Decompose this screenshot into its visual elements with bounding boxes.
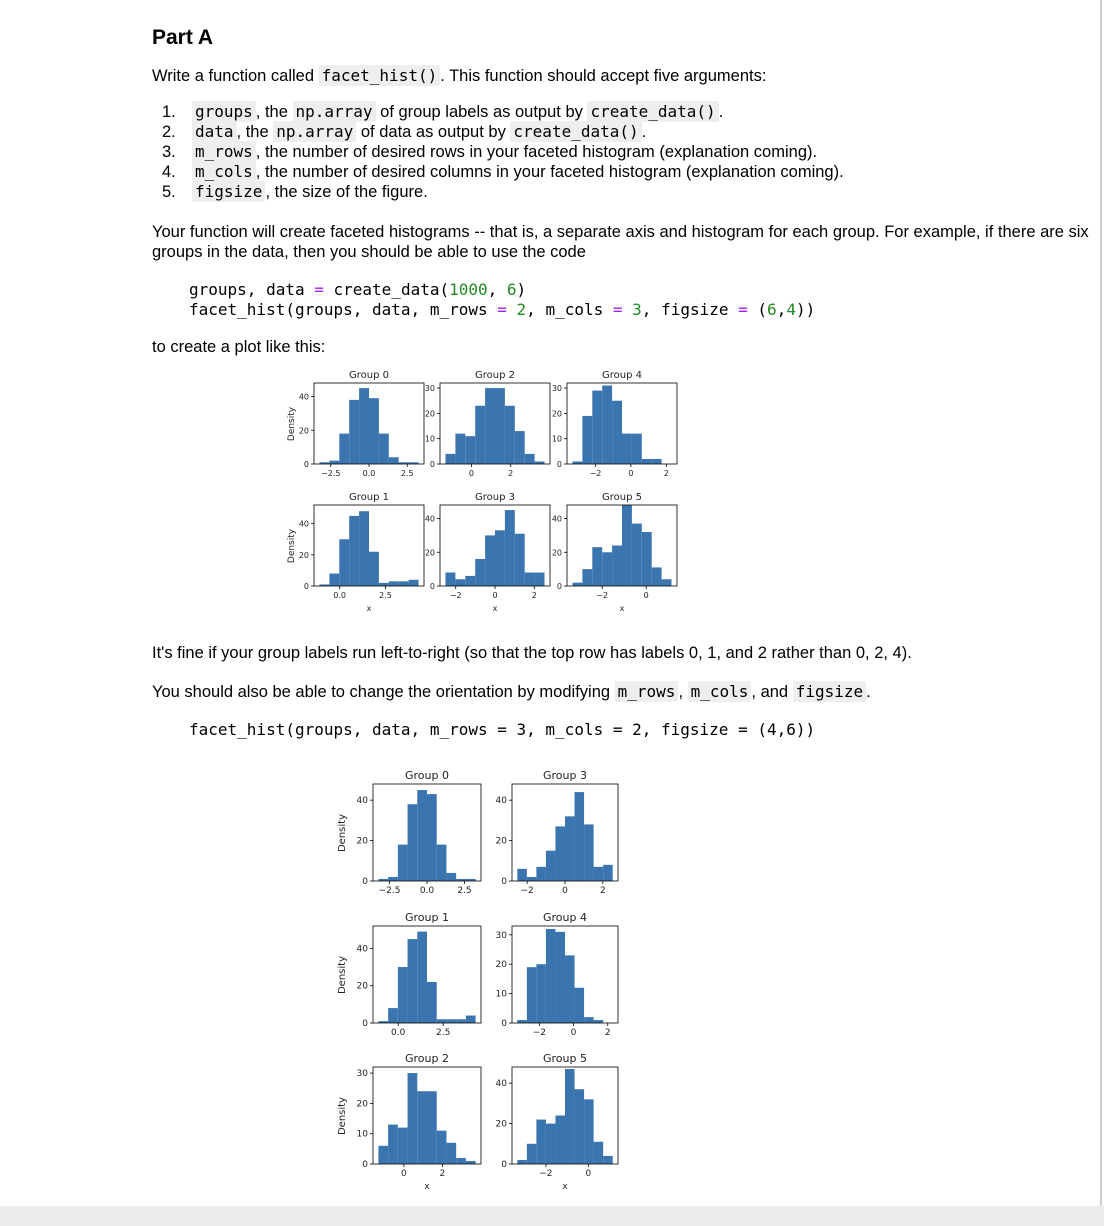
x-tick-label: 2.5 xyxy=(457,886,472,896)
histogram-bar xyxy=(565,1069,575,1164)
histogram-bar xyxy=(437,1131,447,1164)
x-tick-label: −2 xyxy=(539,1169,553,1179)
histogram-bar xyxy=(584,824,594,881)
y-tick-label: 20 xyxy=(495,960,507,971)
y-tick-label: 40 xyxy=(356,944,368,955)
code-block-example-2: facet_hist(groups, data, m_rows = 3, m_cols = 2, figsize = (4,6)) xyxy=(189,720,816,739)
histogram-bar xyxy=(466,1016,476,1023)
histogram-bar xyxy=(427,982,437,1023)
histogram-bar xyxy=(546,929,556,1023)
arg-text: , the number of desired columns in your faceted histogram (explanation coming). xyxy=(255,163,844,181)
histogram-bar xyxy=(378,1146,388,1164)
x-tick-label: 2 xyxy=(663,469,669,478)
arg-code: np.array xyxy=(273,121,356,142)
m-rows-code: m_rows xyxy=(615,681,679,702)
histogram-bar xyxy=(527,877,537,881)
y-tick-label: 10 xyxy=(495,989,507,1000)
histogram-bar xyxy=(584,1017,594,1023)
para3-sep: , xyxy=(678,683,688,701)
panel-title: Group 2 xyxy=(405,1052,449,1065)
x-tick-label: 2 xyxy=(531,591,537,600)
y-tick-label: 0 xyxy=(362,1019,368,1029)
x-tick-label: 2 xyxy=(599,886,606,896)
y-tick-label: 0 xyxy=(303,582,309,591)
y-tick-label: 0 xyxy=(501,1160,507,1170)
plot-intro-text: to create a plot like this: xyxy=(152,338,326,356)
panel-title: Group 4 xyxy=(543,911,587,924)
histogram-bar xyxy=(388,1125,398,1164)
histogram-bar xyxy=(565,816,575,881)
histogram-bar xyxy=(555,826,565,881)
y-tick-label: 40 xyxy=(495,796,507,807)
list-number: 5. xyxy=(162,183,176,201)
panel-title: Group 4 xyxy=(602,370,642,381)
x-tick-label: −2 xyxy=(589,469,602,478)
panel-title: Group 1 xyxy=(405,911,449,924)
histogram-bar xyxy=(575,1089,585,1164)
y-tick-label: 20 xyxy=(551,409,562,419)
arg-text: , the size of the figure. xyxy=(265,183,428,201)
y-tick-label: 40 xyxy=(298,519,309,529)
y-tick-label: 20 xyxy=(495,836,507,847)
histogram-panel xyxy=(357,911,481,1038)
y-axis-label: Density xyxy=(287,406,297,442)
histogram-bar xyxy=(417,1091,427,1164)
histogram-bar xyxy=(536,964,546,1023)
histogram-bar xyxy=(437,1019,447,1023)
paragraph-faceted: Your function will create faceted histograms -- that is, a separate axis and histogram for each group. For example, if there are six groups in the data, then you should be able to use the code xyxy=(152,223,1089,261)
arg-text: of group labels as output by xyxy=(375,103,588,121)
histogram-bar xyxy=(417,932,427,1023)
y-tick-label: 30 xyxy=(551,384,562,394)
histogram-panel xyxy=(496,1052,618,1192)
arg-text: , the xyxy=(255,103,293,121)
histogram-bar xyxy=(546,851,556,881)
x-axis-label: x xyxy=(366,604,372,613)
para3-sep: , and xyxy=(751,683,793,701)
list-number: 4. xyxy=(162,163,176,181)
x-tick-label: 2.5 xyxy=(436,1028,451,1038)
histogram-bar xyxy=(427,794,437,881)
y-tick-label: 20 xyxy=(356,981,368,992)
x-tick-label: −2 xyxy=(449,591,462,600)
arg-code: figsize xyxy=(192,181,265,202)
x-tick-label: 2 xyxy=(604,1028,611,1038)
y-tick-label: 20 xyxy=(356,1099,368,1110)
x-tick-label: 2.5 xyxy=(400,469,414,478)
y-tick-label: 20 xyxy=(424,409,435,419)
y-axis-label: Density xyxy=(337,1096,348,1136)
x-tick-label: 0 xyxy=(570,1028,577,1038)
histogram-bar xyxy=(388,877,398,881)
x-tick-label: 0 xyxy=(585,1169,592,1179)
panel-title: Group 0 xyxy=(349,370,389,381)
code-block-example-1: groups, data = create_data(1000, 6) facet_hist(groups, data, m_rows = 2, m_cols = 3, figsize = (6,4)) xyxy=(189,280,816,319)
histogram-bar xyxy=(388,1008,398,1023)
y-tick-label: 30 xyxy=(424,384,435,394)
x-tick-label: 0.0 xyxy=(419,886,435,896)
histogram-bar xyxy=(536,1120,546,1164)
arg-text: , the xyxy=(236,123,274,141)
y-tick-label: 20 xyxy=(551,548,562,558)
arg-code: m_rows xyxy=(192,141,256,162)
intro-text-before: Write a function called xyxy=(152,67,319,85)
y-tick-label: 0 xyxy=(362,1160,368,1170)
x-axis-label: x xyxy=(424,1182,430,1192)
x-axis-label: x xyxy=(619,604,625,613)
y-tick-label: 20 xyxy=(298,426,309,436)
y-tick-label: 0 xyxy=(303,460,309,469)
paragraph-labels: It's fine if your group labels run left-to-right (so that the top row has labels 0, 1, and 2 rather than 0, 2, 4). xyxy=(152,644,912,662)
x-tick-label: 2.5 xyxy=(379,591,392,600)
y-tick-label: 10 xyxy=(424,434,435,444)
histogram-bar xyxy=(603,865,613,881)
histogram-bar xyxy=(517,1160,527,1164)
arg-text: of data as output by xyxy=(356,123,511,141)
x-tick-label: 0 xyxy=(468,469,474,478)
arg-code: create_data() xyxy=(510,121,641,142)
histogram-bar xyxy=(398,1128,408,1164)
x-axis-label: x xyxy=(492,604,498,613)
x-tick-label: 0.0 xyxy=(362,469,376,478)
list-number: 2. xyxy=(162,123,176,141)
y-axis-label: Density xyxy=(337,955,348,995)
y-tick-label: 10 xyxy=(551,434,562,444)
y-tick-label: 0 xyxy=(501,877,507,887)
panel-title: Group 3 xyxy=(543,769,587,782)
arg-text: . xyxy=(718,103,724,121)
histogram-bar xyxy=(594,1020,604,1023)
section-title: Part A xyxy=(152,26,214,49)
y-tick-label: 0 xyxy=(501,1019,507,1029)
arg-code: data xyxy=(192,121,237,142)
histogram-bar xyxy=(408,939,418,1023)
arg-text: . xyxy=(641,123,647,141)
histogram-bar xyxy=(546,1124,556,1164)
histogram-bar xyxy=(555,932,565,1023)
histogram-bar xyxy=(446,1143,456,1164)
y-tick-label: 40 xyxy=(298,392,309,402)
histogram-bar xyxy=(555,1116,565,1165)
y-axis-label: Density xyxy=(337,813,348,853)
x-tick-label: 0 xyxy=(400,1169,407,1179)
y-tick-label: 0 xyxy=(362,877,368,887)
histogram-bar xyxy=(398,967,408,1023)
x-tick-label: −2 xyxy=(596,591,609,600)
x-tick-label: −2.5 xyxy=(321,469,341,478)
x-tick-label: −2 xyxy=(532,1028,546,1038)
histogram-panel xyxy=(496,769,618,896)
panel-title: Group 5 xyxy=(543,1052,587,1065)
y-tick-label: 40 xyxy=(356,796,368,807)
histogram-bar xyxy=(517,1020,527,1023)
histogram-bar xyxy=(466,1161,476,1164)
arg-code: np.array xyxy=(293,101,376,122)
histogram-bar xyxy=(527,1144,537,1164)
x-tick-label: 2 xyxy=(508,469,514,478)
histogram-bar xyxy=(594,1142,604,1164)
x-tick-label: 0 xyxy=(643,591,649,600)
arg-code: groups xyxy=(192,101,256,122)
histogram-panel xyxy=(357,769,481,896)
x-tick-label: 0 xyxy=(628,469,634,478)
histogram-bar xyxy=(456,1158,466,1164)
histogram-bar xyxy=(456,1019,466,1023)
histogram-bar xyxy=(575,792,585,881)
x-tick-label: 0 xyxy=(562,886,568,896)
panel-title: Group 5 xyxy=(602,492,642,503)
x-tick-label: −2 xyxy=(520,886,534,896)
arg-code: m_cols xyxy=(192,161,256,182)
histogram-bar xyxy=(398,845,408,881)
histogram-bar xyxy=(527,967,537,1023)
panel-title: Group 2 xyxy=(475,370,515,381)
histogram-bar xyxy=(446,873,456,881)
x-tick-label: 0.0 xyxy=(333,591,347,600)
arg-text: , the number of desired rows in your faceted histogram (explanation coming). xyxy=(255,143,818,161)
x-axis-label: x xyxy=(562,1182,568,1192)
y-tick-label: 40 xyxy=(495,1079,507,1090)
histogram-bar xyxy=(437,845,447,881)
histogram-bar xyxy=(536,867,546,881)
y-tick-label: 30 xyxy=(495,930,507,941)
histogram-bar xyxy=(408,804,418,881)
histogram-bar xyxy=(594,867,604,881)
x-tick-label: 2 xyxy=(439,1169,446,1179)
para3-text: You should also be able to change the orientation by modifying xyxy=(152,683,615,701)
y-tick-label: 20 xyxy=(495,1119,507,1130)
histogram-panel xyxy=(496,911,618,1038)
func-name-code: facet_hist() xyxy=(319,65,441,86)
y-axis-label: Density xyxy=(287,528,297,564)
arg-code: create_data() xyxy=(587,101,718,122)
histogram-bar xyxy=(517,869,527,881)
histogram-bar xyxy=(427,1091,437,1164)
para3-end: . xyxy=(866,683,871,701)
histogram-panel xyxy=(357,1052,481,1192)
y-tick-label: 0 xyxy=(556,582,562,591)
y-tick-label: 0 xyxy=(429,582,435,591)
y-tick-label: 10 xyxy=(356,1129,368,1140)
x-tick-label: −2.5 xyxy=(378,886,401,896)
histogram-bar xyxy=(408,1073,418,1164)
histogram-bar xyxy=(565,955,575,1023)
list-number: 3. xyxy=(162,143,176,161)
x-tick-label: 0.0 xyxy=(391,1028,406,1038)
y-tick-label: 40 xyxy=(551,514,562,524)
histogram-bar xyxy=(575,988,585,1023)
histogram-bar xyxy=(584,1099,594,1164)
y-tick-label: 0 xyxy=(556,460,562,469)
y-tick-label: 0 xyxy=(429,460,435,469)
histogram-bar xyxy=(446,1019,456,1023)
panel-title: Group 0 xyxy=(405,769,449,782)
y-tick-label: 20 xyxy=(356,836,368,847)
histogram-bar xyxy=(603,1156,613,1164)
m-cols-code: m_cols xyxy=(688,681,752,702)
y-tick-label: 20 xyxy=(298,550,309,560)
intro-text-after: . This function should accept five arguments: xyxy=(440,67,767,85)
y-tick-label: 40 xyxy=(424,514,435,524)
y-tick-label: 30 xyxy=(356,1069,368,1080)
histogram-bar xyxy=(417,790,427,881)
panel-title: Group 3 xyxy=(475,492,515,503)
y-tick-label: 20 xyxy=(424,548,435,558)
list-number: 1. xyxy=(162,103,176,121)
figsize-code: figsize xyxy=(793,681,866,702)
panel-title: Group 1 xyxy=(349,492,389,503)
x-tick-label: 0 xyxy=(492,591,498,600)
